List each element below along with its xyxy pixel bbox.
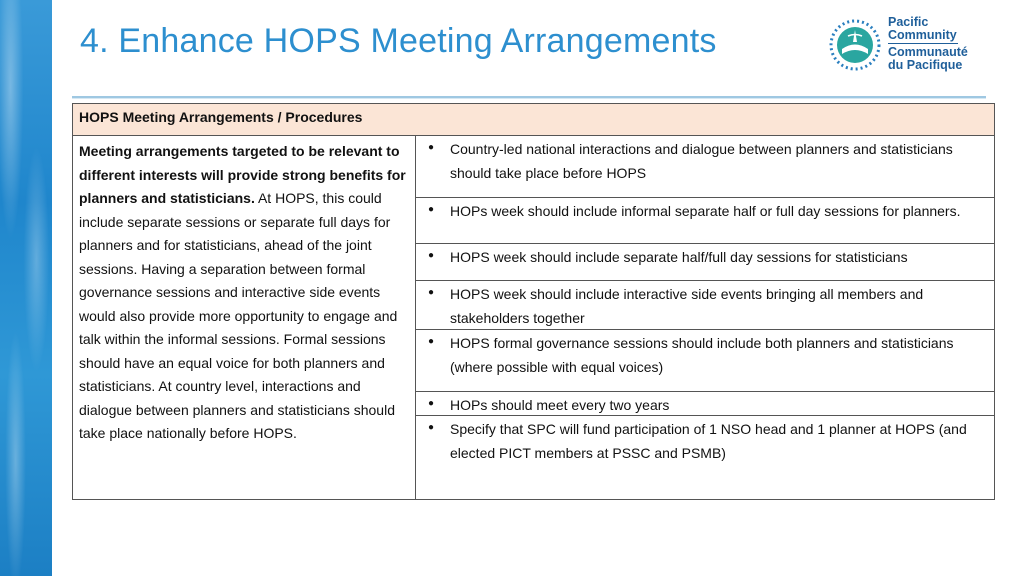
recommendations-cell [416,136,995,500]
decorative-side-strip [0,0,52,576]
logo-wordmark [888,16,968,71]
logo-line-community: Community [888,27,957,42]
list-item-text: HOPs should meet every two years [450,397,670,413]
list-item-text: HOPS week should include interactive side events bringing all members and stakeholders together [450,286,924,326]
bullet-icon: ● [427,422,435,433]
arrangements-table [72,103,995,500]
logo-line-pacific: Pacific [888,15,929,29]
description-lead: Meeting arrangements targeted to be relevant to different interests will provide strong benefits for planners and statisticians. [79,143,406,206]
list-item [416,330,994,392]
bullet-icon: ● [427,336,435,347]
list-item-text: HOPs week should include informal separate half or full day sessions for planners. [450,203,961,219]
bullet-icon: ● [427,287,435,298]
logo-line-communaute: Communauté [888,45,968,59]
list-item [416,392,994,416]
list-item [416,136,994,198]
pacific-community-emblem-icon [826,16,884,74]
list-item-text: Country-led national interactions and dialogue between planners and statisticians should take place before HOPS [450,141,953,181]
description-body: At HOPS, this could include separate sessions or separate full days for planners and for statisticians, ahead of the joint sessions. Having a separation between formal governance sessions and interactive side events would also provide more opportunity to engage and talk within the informal sessions. Formal sessions should have an equal voice for both planners and statisticians. At country level, interactions and dialogue between planners and statisticians should take place nationally before HOPS. [79,190,398,441]
list-item-text: Specify that SPC will fund participation of 1 NSO head and 1 planner at HOPS (and elected PICT members at PSSC and PSMB) [450,421,967,461]
table-header: HOPS Meeting Arrangements / Procedures [73,104,995,136]
bullet-icon: ● [427,398,435,409]
bullet-icon: ● [427,250,435,261]
page-title: 4. Enhance HOPS Meeting Arrangements [80,22,717,60]
bullet-icon: ● [427,142,435,153]
list-item [416,198,994,244]
description-cell [73,136,416,500]
title-divider-shadow [72,98,986,99]
list-item [416,281,994,330]
bullet-icon: ● [427,204,435,215]
pacific-community-logo [826,16,986,76]
list-item [416,244,994,281]
list-item-text: HOPS formal governance sessions should include both planners and statisticians (where possible with equal voices) [450,335,954,375]
logo-line-du-pacifique: du Pacifique [888,57,963,72]
list-item-text: HOPS week should include separate half/full day sessions for statisticians [450,249,908,265]
list-item [416,416,994,498]
